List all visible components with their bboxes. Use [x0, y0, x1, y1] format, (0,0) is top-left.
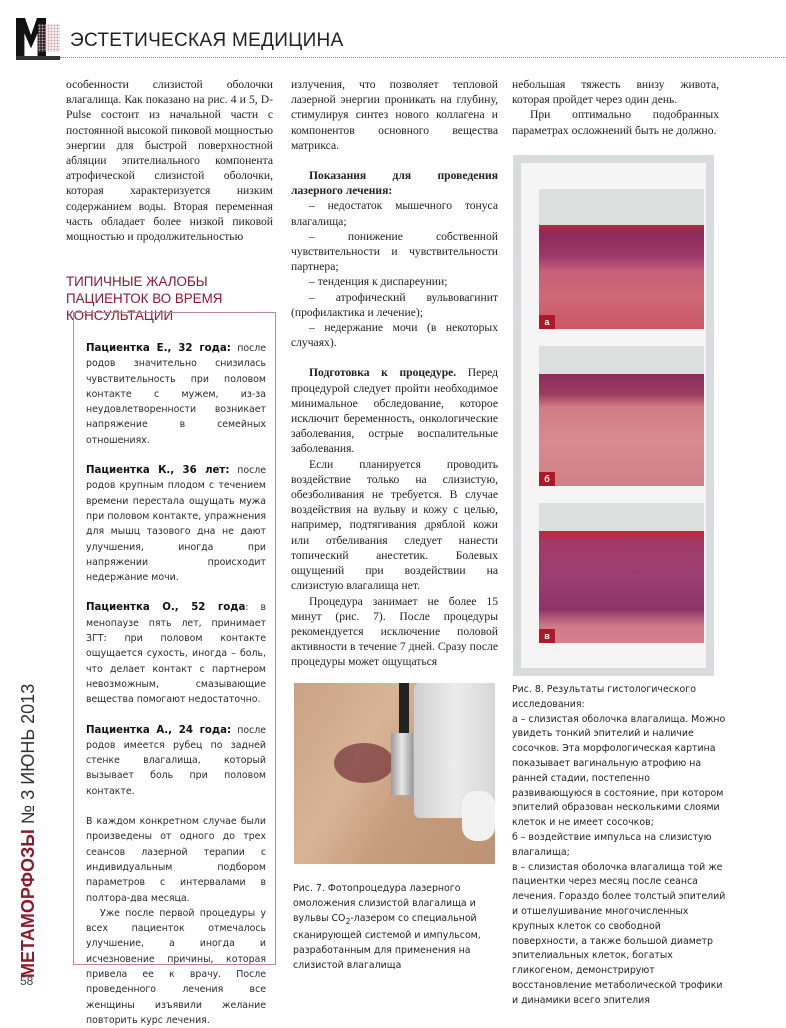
case-name: Пациентка Е., 32 года: — [86, 343, 231, 354]
laser-cable — [399, 683, 409, 733]
histology-background — [539, 189, 704, 227]
caption-text: Рис. 7. Фотопроцедура лазерного омоложения слизистой влагалища и вульвы CO — [293, 883, 476, 924]
caption-item: а – слизистая оболочка влагалища. Можно увидеть тонкий эпителий и наличие сосочков. Эта морфологическая картина показывает вагинальную атрофию на ранней стадии, постепенно развивающуюся в состояние, при котором эпителий образован несколькими слоями клеток и не имеет сосочков; — [512, 713, 726, 829]
laser-nozzle — [391, 733, 413, 795]
page-number: 58 — [20, 974, 34, 988]
case-summary-2: Уже после первой процедуры у всех пациенток отмечалось улучшение, а иногда и исчезновение причины, которая привела ее к врачу. После проведенного лечения все женщины изъявили желание повторить курс лечения. — [86, 907, 266, 1026]
indication-item: – недержание мочи (в некоторых случаях). — [291, 321, 498, 350]
logo-bar — [16, 56, 60, 60]
photo-detail — [334, 743, 394, 783]
case-text: после родов крупным плодом с течением времени перестала ощущать мужа при половом контакте, упражнения для мышц тазового дна не дают улучшения, иногда при напряжении происходит недержание мочи. — [86, 465, 266, 584]
panel-label: б — [539, 472, 555, 486]
histology-background — [539, 503, 704, 533]
indications-title: Показания для проведения лазерного лечения: — [291, 169, 498, 198]
histology-image-c — [539, 503, 704, 643]
case-name: Пациентка О., 52 года — [86, 602, 246, 614]
case-name: Пациентка А., 24 года: — [86, 724, 232, 736]
col2-intro: излучения, что позволяет тепловой лазерной энергии проникать на глубину, стимулируя синтез нового коллагена и компонентов основного вещества матрикса. — [291, 78, 498, 152]
caption-title: Рис. 8. Результаты гистологического исследования: — [512, 684, 696, 710]
histology-background — [539, 346, 704, 376]
case-text: после родов имеется рубец по задней стенке влагалища, который вызывает боль при половом контакте. — [86, 724, 266, 797]
complaints-heading: ТИПИЧНЫЕ ЖАЛОБЫ ПАЦИЕНТОК ВО ВРЕМЯ КОНСУЛЬТАЦИИ — [66, 274, 223, 323]
case-item — [86, 341, 266, 448]
logo-dots-icon — [38, 24, 60, 52]
side-banner — [18, 684, 39, 978]
histology-tissue — [539, 225, 704, 329]
magazine-logo — [16, 18, 60, 58]
case-text: : в менопаузе пять лет, принимает ЗГТ: при половом контакте ощущается сухость, иногда – боль, что делает контакт с партнером невозможным, смазывающие вещества помогают недостаточно. — [86, 602, 266, 706]
case-text: после родов значительно снизилась чувствительность при половом контакте с мужем, из-за неудовлетворенности возникает напряжение в семейных отношениях. — [86, 343, 266, 446]
case-item — [86, 723, 266, 799]
caption-item: в – слизистая оболочка влагалища той же пациентки через месяц после сеанса лечения. Гораздо более толстый эпителий и отшелушивание многочисленных крупных клеток со свободной поверхности, а также большой диаметр эпителиальных клеток, богатых гликогеном, демонстрируют восстановление метаболической трофики и динамики всего эпителия — [512, 861, 726, 1006]
col3-continuation: небольшая тяжесть внизу живота, которая пройдет через один день. — [512, 78, 719, 107]
case-name: Пациентка К., 36 лет: — [86, 465, 230, 477]
section-title: ЭСТЕТИЧЕСКАЯ МЕДИЦИНА — [70, 30, 344, 51]
prep-title: Подготовка к процедуре. — [309, 366, 457, 380]
caption-subscript: 2 — [345, 916, 351, 926]
case-summary-1: В каждом конкретном случае были произведены от одного до трех сеансов лазерной терапии с индивидуальным подбором параметров с интервалами в полтора-два месяца. — [86, 816, 266, 904]
panel-label: в — [539, 629, 555, 643]
indication-item: – тенденция к диспареунии; — [309, 275, 448, 289]
caption-text: -лазером со специальной сканирующей системой и импульсом, разработанным для применения на слизистой влагалища — [293, 912, 481, 971]
prep-text: Перед процедурой следует пройти необходимое минимальное обследование, которое исключит беременность, онкологические заболевания, острые воспалительные заболевания. — [291, 366, 499, 456]
histology-tissue — [539, 374, 704, 486]
column-2 — [291, 77, 498, 670]
panel-label: а — [539, 315, 555, 329]
duration-paragraph: Процедура занимает не более 15 минут (рис. 7). После процедуры рекомендуется исключение половой активности в течение 7 дней. Сразу после процедуры может ощущаться — [291, 594, 498, 669]
col1-paragraph: особенности слизистой оболочки влагалища. Как показано на рис. 4 и 5, D-Pulse состоит из начальной части с постоянной высокой пиковой мощностью энергии для быстрой поверхностной абляции эпителиального компонента атрофической слизистой оболочки, которая характеризуется низким содержанием воды. Вторая переменная часть обладает более низкой пиковой мощностью и продолжительностью — [66, 78, 273, 244]
magazine-name: МЕТАМОРФОЗЫ — [18, 829, 38, 978]
col3-conclusion: При оптимально подобранных параметрах осложнений быть не должно. — [512, 108, 719, 137]
figure-8-frame — [513, 155, 714, 676]
histology-image-b — [539, 346, 704, 486]
caption-item: б – воздействие импульса на слизистую влагалища; — [512, 831, 712, 858]
case-item — [86, 463, 266, 585]
figure-8-caption — [512, 683, 727, 1009]
column-1 — [66, 77, 273, 244]
column-3 — [512, 77, 719, 138]
issue-info: № 3 ИЮНЬ 2013 — [18, 683, 38, 825]
header-divider — [60, 57, 786, 58]
prep-paragraph — [291, 365, 498, 456]
histology-image-a — [539, 189, 704, 329]
indication-item: – понижение собственной чувствительности и чувствительности партнера; — [291, 229, 498, 274]
indication-item: – атрофический вульвовагинит (профилактика и лечение); — [291, 290, 498, 319]
anesthesia-paragraph: Если планируется проводить воздействие только на слизистую, обезболивания не требуется. В случае воздействия на вульву и кожу с целью, например, подтягивания дряблой кожи или отбеливания следует нанести топический анестетик. Болевых ощущений при воздействии на слизистую влагалища нет. — [291, 457, 498, 593]
gloved-hand — [462, 791, 495, 841]
figure-7-caption — [293, 882, 499, 974]
indication-item: – недостаток мышечного тонуса влагалища; — [291, 199, 498, 228]
figure-7-photo — [294, 683, 495, 864]
case-item — [86, 600, 266, 707]
histology-tissue — [539, 531, 704, 643]
case-list — [86, 341, 266, 1028]
figure-8-inner — [521, 163, 706, 668]
